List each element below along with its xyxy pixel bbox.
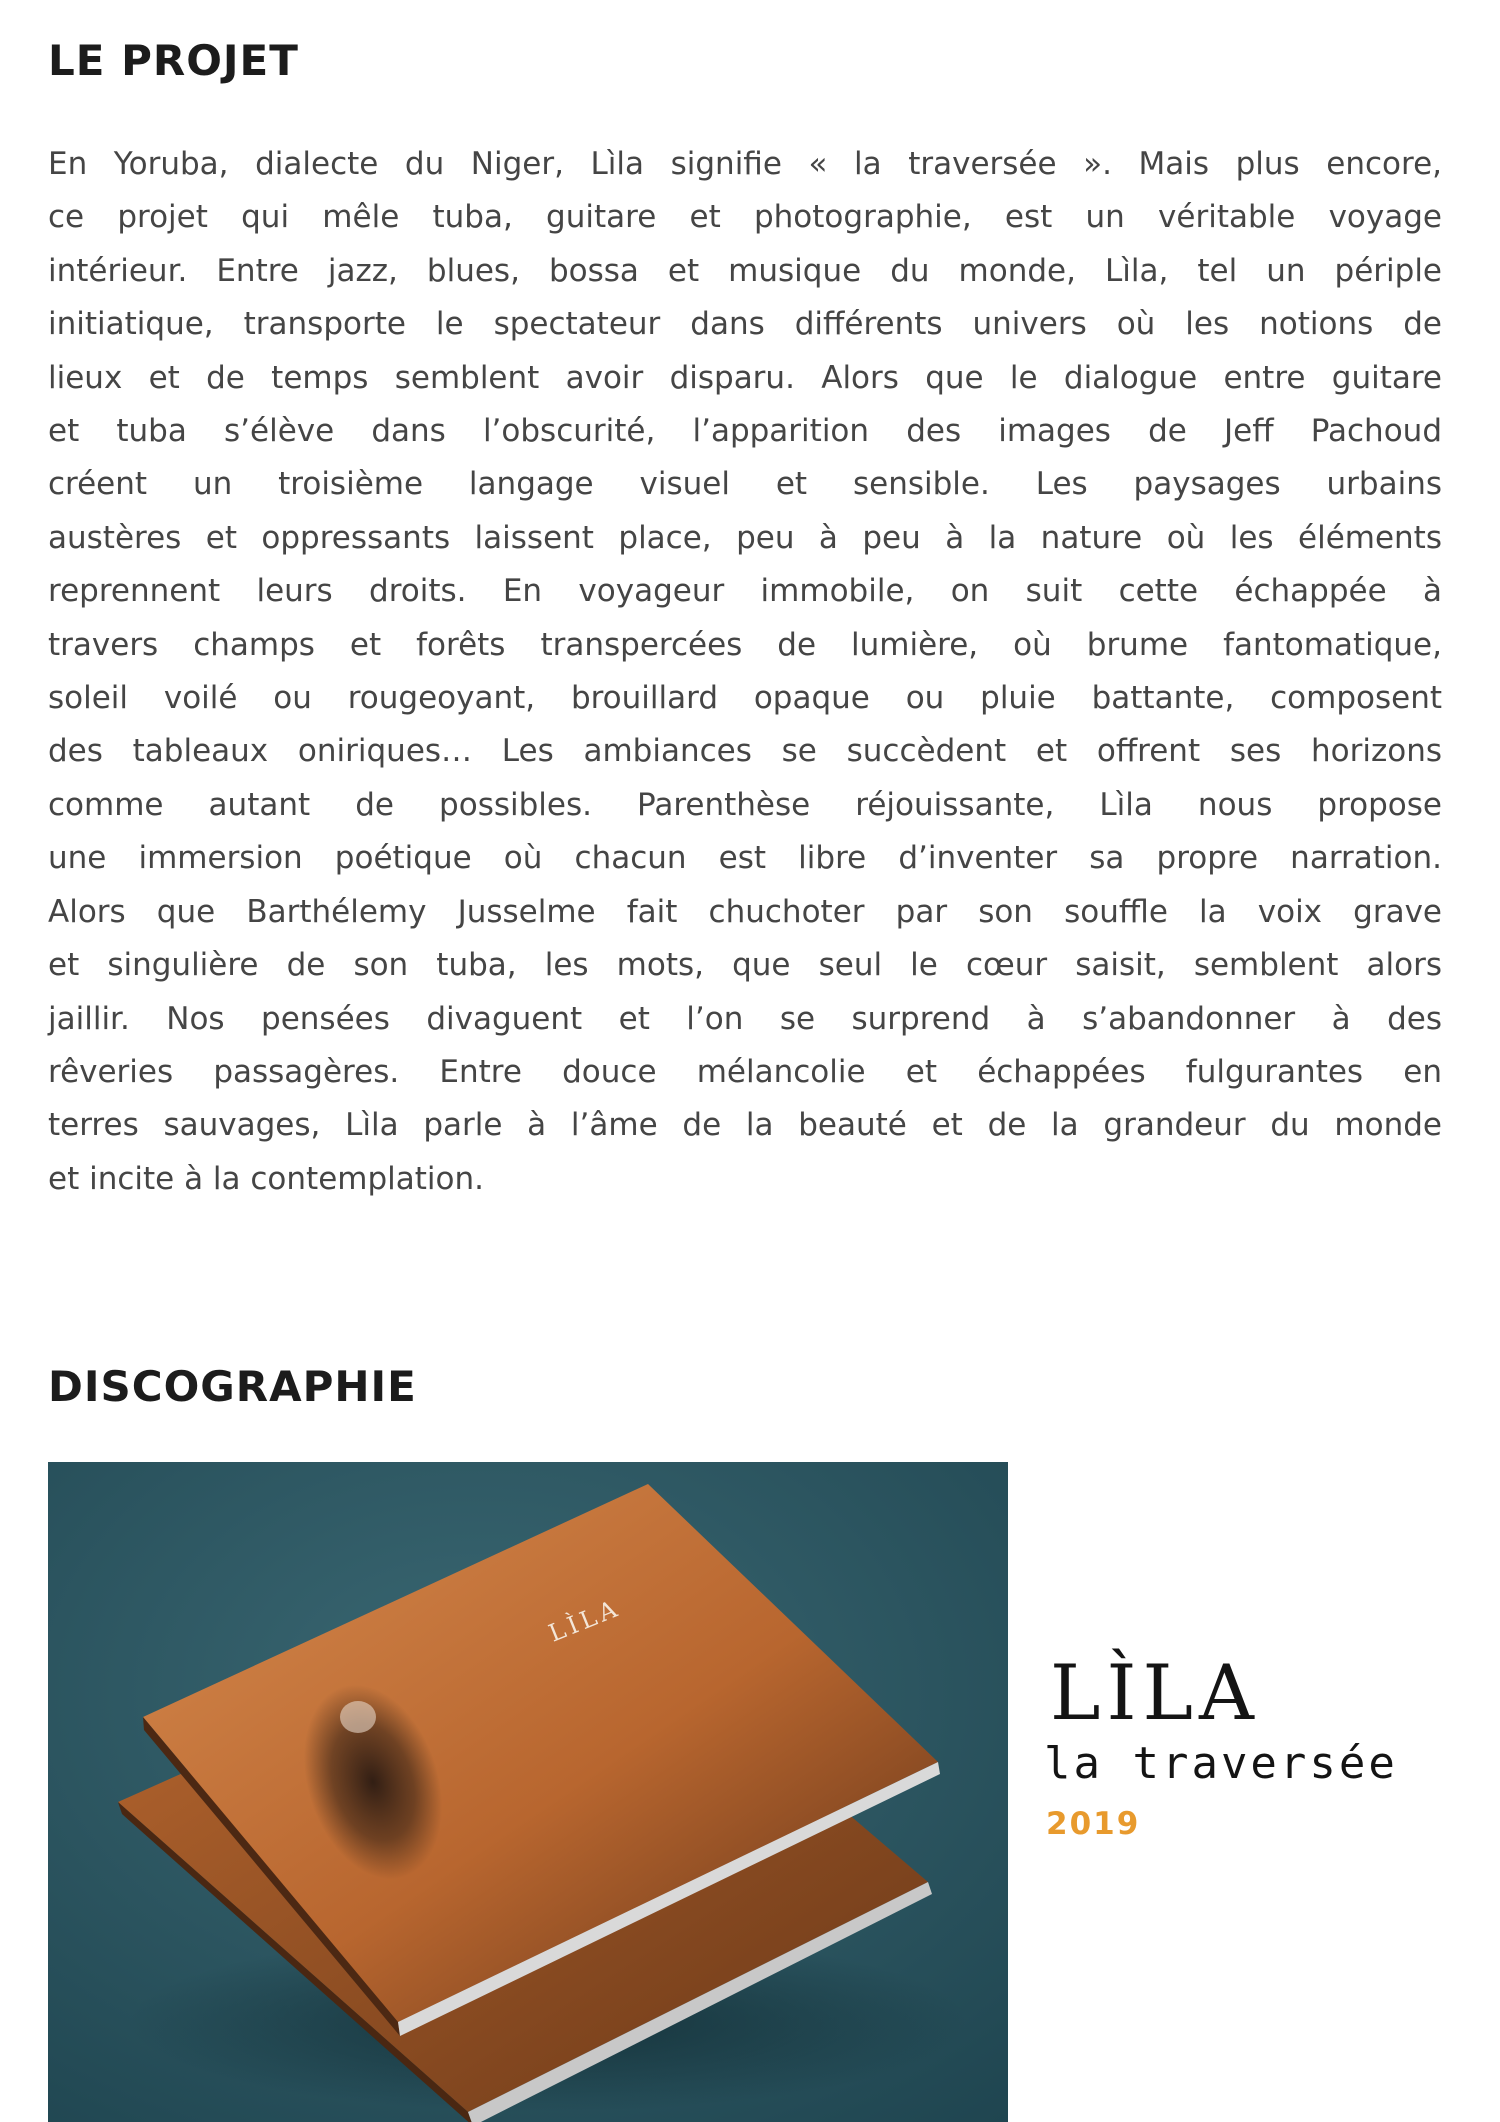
text-line: créent un troisième langage visuel et sensible. Les paysages urbains xyxy=(48,466,1442,503)
text-line: terres sauvages, Lìla parle à l’âme de la beauté et de la grandeur du monde xyxy=(48,1107,1442,1144)
text-line: et singulière de son tuba, les mots, que seul le cœur saisit, semblent alors xyxy=(48,947,1442,984)
text-line: comme autant de possibles. Parenthèse réjouissante, Lìla nous propose xyxy=(48,786,1442,823)
text-line: ce projet qui mêle tuba, guitare et photographie, est un véritable voyage xyxy=(48,199,1442,236)
text-line: reprennent leurs droits. En voyageur immobile, on suit cette échappée à xyxy=(48,573,1442,610)
album-year: 2019 xyxy=(1046,1806,1141,1842)
album-title: LÌLA xyxy=(1050,1648,1260,1737)
section-title-discographie: DISCOGRAPHIE xyxy=(48,1362,417,1411)
svg-text:LÌLA: LÌLA xyxy=(544,1593,625,1648)
text-line: soleil voilé ou rougeoyant, brouillard opaque ou pluie battante, composent xyxy=(48,680,1442,717)
text-line: En Yoruba, dialecte du Niger, Lìla signifie « la traversée ». Mais plus encore, xyxy=(48,146,1442,182)
text-line: initiatique, transporte le spectateur dans différents univers où les notions de xyxy=(48,306,1442,343)
text-line: travers champs et forêts transpercées de lumière, où brume fantomatique, xyxy=(48,626,1442,663)
text-line: Alors que Barthélemy Jusselme fait chuchoter par son souffle la voix grave xyxy=(48,893,1442,930)
text-line: jaillir. Nos pensées divaguent et l’on se surprend à s’abandonner à des xyxy=(48,1000,1442,1037)
album-cover-image xyxy=(48,1462,1008,2122)
section-title-projet: LE PROJET xyxy=(48,36,299,85)
text-line: rêveries passagères. Entre douce mélancolie et échappées fulgurantes en xyxy=(48,1053,1442,1090)
text-line: et incite à la contemplation. xyxy=(48,1160,484,1197)
projet-text xyxy=(48,138,1442,1206)
album-mockup-illustration xyxy=(48,1462,1008,2122)
text-line: des tableaux oniriques… Les ambiances se succèdent et offrent ses horizons xyxy=(48,733,1442,770)
album-subtitle: la traversée xyxy=(1044,1738,1398,1789)
text-line: austères et oppressants laissent place, peu à peu à la nature où les éléments xyxy=(48,519,1442,556)
text-line: une immersion poétique où chacun est libre d’inventer sa propre narration. xyxy=(48,840,1442,877)
text-line: et tuba s’élève dans l’obscurité, l’apparition des images de Jeff Pachoud xyxy=(48,413,1442,450)
text-line: intérieur. Entre jazz, blues, bossa et musique du monde, Lìla, tel un périple xyxy=(48,252,1442,289)
text-line: lieux et de temps semblent avoir disparu. Alors que le dialogue entre guitare xyxy=(48,359,1442,396)
